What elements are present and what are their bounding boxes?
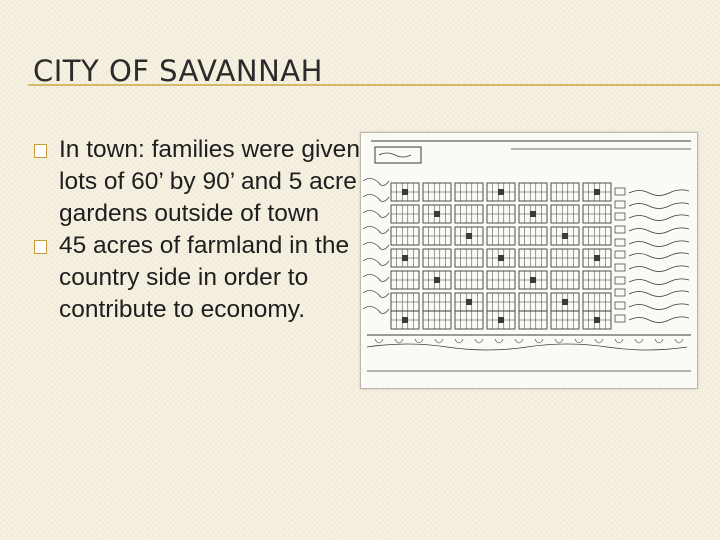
bullet-text: In town: families were given lots of 60’ by 90’ and 5 acre gardens outside of town	[59, 136, 360, 227]
title-underline	[28, 84, 720, 86]
town-plan-drawing	[361, 133, 697, 388]
savannah-plan-map-image	[360, 132, 698, 389]
bullet-icon	[34, 240, 47, 254]
bullet-text: 45 acres of farmland in the country side in order to contribute to economy.	[59, 232, 350, 323]
slide-title: CITY OF SAVANNAH	[33, 54, 323, 88]
bullet-icon	[34, 144, 47, 158]
bullet-item	[34, 134, 364, 230]
bullet-item	[34, 230, 364, 326]
bullet-list	[34, 134, 364, 326]
